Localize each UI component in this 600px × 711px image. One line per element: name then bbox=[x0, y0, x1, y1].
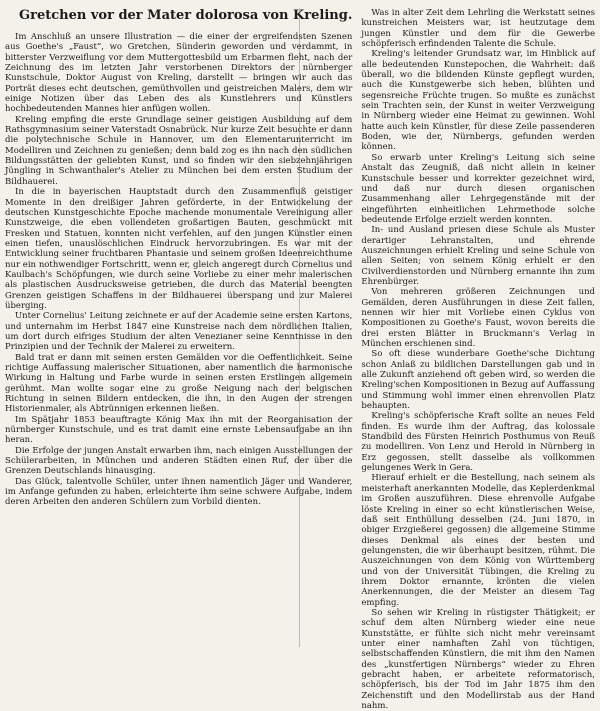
article-title: Gretchen vor der Mater dolorosa von Kreling. bbox=[19, 8, 353, 23]
article-paragraph: Im Spätjahr 1853 beauftragte König Max ihn mit der Reorganisation der nürnberger Kunstschule, und es trat damit eine ernste Lebensaufgabe an ihn heran. bbox=[5, 414, 353, 446]
article-paragraph: Was in alter Zeit dem Lehrling die Werkstatt seines kunstreichen Meisters war, ist heutzutage dem jungen Künstler und dem für die Gewerbe schöpferisch erfindenden Talente die Schule. bbox=[361, 8, 595, 50]
article-paragraph: Kreling's schöpferische Kraft sollte an neues Feld finden. Es wurde ihm der Auftrag, das kolossale Standbild des Fürsten Heinrich Posthumus von Reuß zu modelliren. Von Lenz und Herold in Nürnberg in Erz gegossen, stellt dasselbe als vollkommen gelungenes Werk in Gera. bbox=[361, 411, 595, 474]
article-paragraph: Hierauf erhielt er die Bestellung, nach seinem als meisterhaft anerkannten Modelle, das Keplerdenkmal im Großen auszuführen. Diese ehrenvolle Aufgabe löste Kreling in einer so echt künstlerischen Weise, daß seit Enthüllung desselben (24. Juni 1870, in obiger Erzgießerei gegossen) die allgemeine Stimme dieses Denkmal als eines der besten und gelungensten, die wir überhaupt besitzen, rühmt. Die Auszeichnungen von dem König von Württemberg und von der Universität Tübingen, die Kreling zu ihrem Doktor ernannte, krönten die vielen Anerkennungen, die der Meister an diesem Tag empfing. bbox=[361, 473, 595, 608]
article-paragraph: Von mehreren größeren Zeichnungen und Gemälden, deren Ausführungen in diese Zeit fallen, nennen wir hier mit Vorliebe einen Cyklus von Kompositionen zu Goethe's Faust, wovon bereits die drei ersten Blätter in Bruckmann's Verlag in München erschienen sind. bbox=[361, 287, 595, 349]
right-column bbox=[361, 8, 595, 711]
article-paragraph: Die Erfolge der jungen Anstalt erwarben ihm, nach einigen Ausstellungen der Schülerarbeiten, in München und anderen Städten einen Ruf, der über die Grenzen Deutschlands hinausging. bbox=[5, 445, 353, 477]
article-paragraph: Das Glück, talentvolle Schüler, unter ihnen namentlich Jäger und Wanderer, im Anfange gefunden zu haben, erleichterte ihm seine schwere Aufgabe, indem deren Arbeiten den anderen Schülern zum Vorbild dienten. bbox=[5, 476, 353, 508]
article-paragraph: Kreling empfing die erste Grundlage seiner geistigen Ausbildung auf dem Rathsgymnasium seiner Vaterstadt Osnabrück. Nur kurze Zeit besuchte er dann die polytechnische Schule in Hannover, um den Elementarunterricht im Modelliren und Zeichnen zu genießen; denn bald zog es ihn nach den südlichen Bildungsstätten der geliebten Kunst, und so finden wir den siebzehnjährigen Jüngling in Schwanthaler's Atelier zu München bei dem ersten Studium der Bildhauerei. bbox=[5, 114, 353, 187]
article-paragraph: So erwarb unter Kreling's Leitung sich seine Anstalt das Zeugniß, daß nicht allein in keiner Kunstschule besser und korrekter gezeichnet wird, und daß nur durch diesen organischen Zusammenhang aller Lehrgegenstände mit der eingeführten einheitlichen Lehrmethode solche bedeutende Erfolge erzielt werden konnten. bbox=[361, 152, 595, 225]
article-paragraph: Unter Cornelius' Leitung zeichnete er auf der Academie seine ersten Kartons, und unternahm im Herbst 1847 eine Kunstreise nach dem nördlichen Italien, um dort durch eifriges Studium der alten Venezianer seine Kenntnisse in den Prinzipien und der Technik der Malerei zu erweitern. bbox=[5, 311, 353, 353]
article-paragraph: Im Anschluß an unsere Illustration — die einer der ergreifendsten Szenen aus Goethe's „Faust“, wo Gretchen, Sünderin geworden und verdammt, in bitterster Verzweiflung vor dem Muttergottesbild um Erbarmen fleht, nach der Zeichnung des im letzten Jahr verstorbenen Direktors der nürnberger Kunstschule, Doktor August von Kreling, darstellt — bringen wir auch das Porträt dieses echt deutschen, gemüthvollen und geistreichen Malers, dem wir einige Notizen über das Leben des als Kunstlehrers und Künstlers hochbedeutenden Mannes hier anfügen wollen. bbox=[5, 32, 353, 115]
article-paragraph: So oft diese wunderbare Goethe'sche Dichtung schon Anlaß zu bildlichen Darstellungen gab und in alle Zukunft anziehend oft geben wird, so werden die Kreling'schen Kompositionen in Bezug auf Auffassung und Stimmung wohl immer einen ehrenvollen Platz behaupten. bbox=[361, 349, 595, 412]
article-paragraph: In die in bayerischen Hauptstadt durch den Zusammenfluß geistiger Momente in den dreißiger Jahren geförderte, in der Entwickelung der deutschen Kunstgeschichte Epoche machende monumentale Vereinigung aller Kunstzweige, die eben vollendeten großartigen Bauten, geschmückt mit Fresken und Statuen, konnten nicht verfehlen, auf den jungen Künstler einen einen tiefen, unauslöschlichen Eindruck hervorzubringen. Es war mit der Entwicklung seiner fruchtbaren Phantasie und seinem großen Ideenreichthume nur ein nothwendiger Fortschritt, wenn er, gleich angeregt durch Cornelius und Kaulbach's Schöpfungen, wie durch seine Vorliebe zu einer mehr malerischen als plastischen Ausdrucksweise getrieben, die durch das Material beengten Grenzen geistigen Schaffens in der Bildhauerei überspang und zur Malerei überging. bbox=[5, 187, 353, 311]
left-column bbox=[5, 8, 352, 647]
article-paragraph: Kreling's leitender Grundsatz war, im Hinblick auf alle bedeutenden Kunstepochen, die Wahrheit: daß überall, wo die bildenden Künste gepflegt wurden, auch die Kunstgewerbe sich heben, blühten und segensreiche Früchte trugen. So mußte es zunächst sein Trachten sein, der Kunst in weiter Verzweigung in Nürnberg wieder eine Heimat zu gewinnen. Wohl hatte auch kein Künstler, für diese Zeile passenderen Boden, wie der, Nürnbergs, gefunden werden können. bbox=[361, 49, 595, 153]
article-paragraph: Bald trat er dann mit seinen ersten Gemälden vor die Oeffentlichkeit. Seine richtige Auffassung malerischer Situationen, aber namentlich die harmonische Wirkung in Haltung und Farbe wurde in seinen ersten Erstlingen allgemein gerühmt. Man wollte sogar eine zu große Neigung nach der belgischen Richtung in seinen Bildern entdecken, die ihn, in den Augen der strengen Historienmaler, als Abtrünnigen erkennen ließen. bbox=[5, 352, 353, 415]
article-paragraph: So sehen wir Kreling in rüstigster Thätigkeit; er schuf dem alten Nürnberg wieder eine neue Kunststätte, er fühlte sich nicht mehr vereinsamt unter einer namhaften Zahl von tüchtigen, selbstschaffenden Künstlern, die mit ihm den Namen des „kunstfertigen Nürnbergs“ wieder zu Ehren gebracht haben, er arbeitete reformatorisch, schöpferisch, bis der Tod im Jahr 1875 ihm den Zeichenstift und den Modellirstab aus der Hand nahm. bbox=[361, 607, 595, 711]
article-paragraph: In- und Ausland priesen diese Schule als Muster derartiger Lehranstalten, und ehrende Auszeichnungen erhielt Kreling und seine Schule von allen Seiten; von seinem König erhielt er den Civilverdienstorden und Nürnberg ernannte ihn zum Ehrenbürger. bbox=[361, 225, 595, 287]
article-columns bbox=[5, 8, 595, 711]
